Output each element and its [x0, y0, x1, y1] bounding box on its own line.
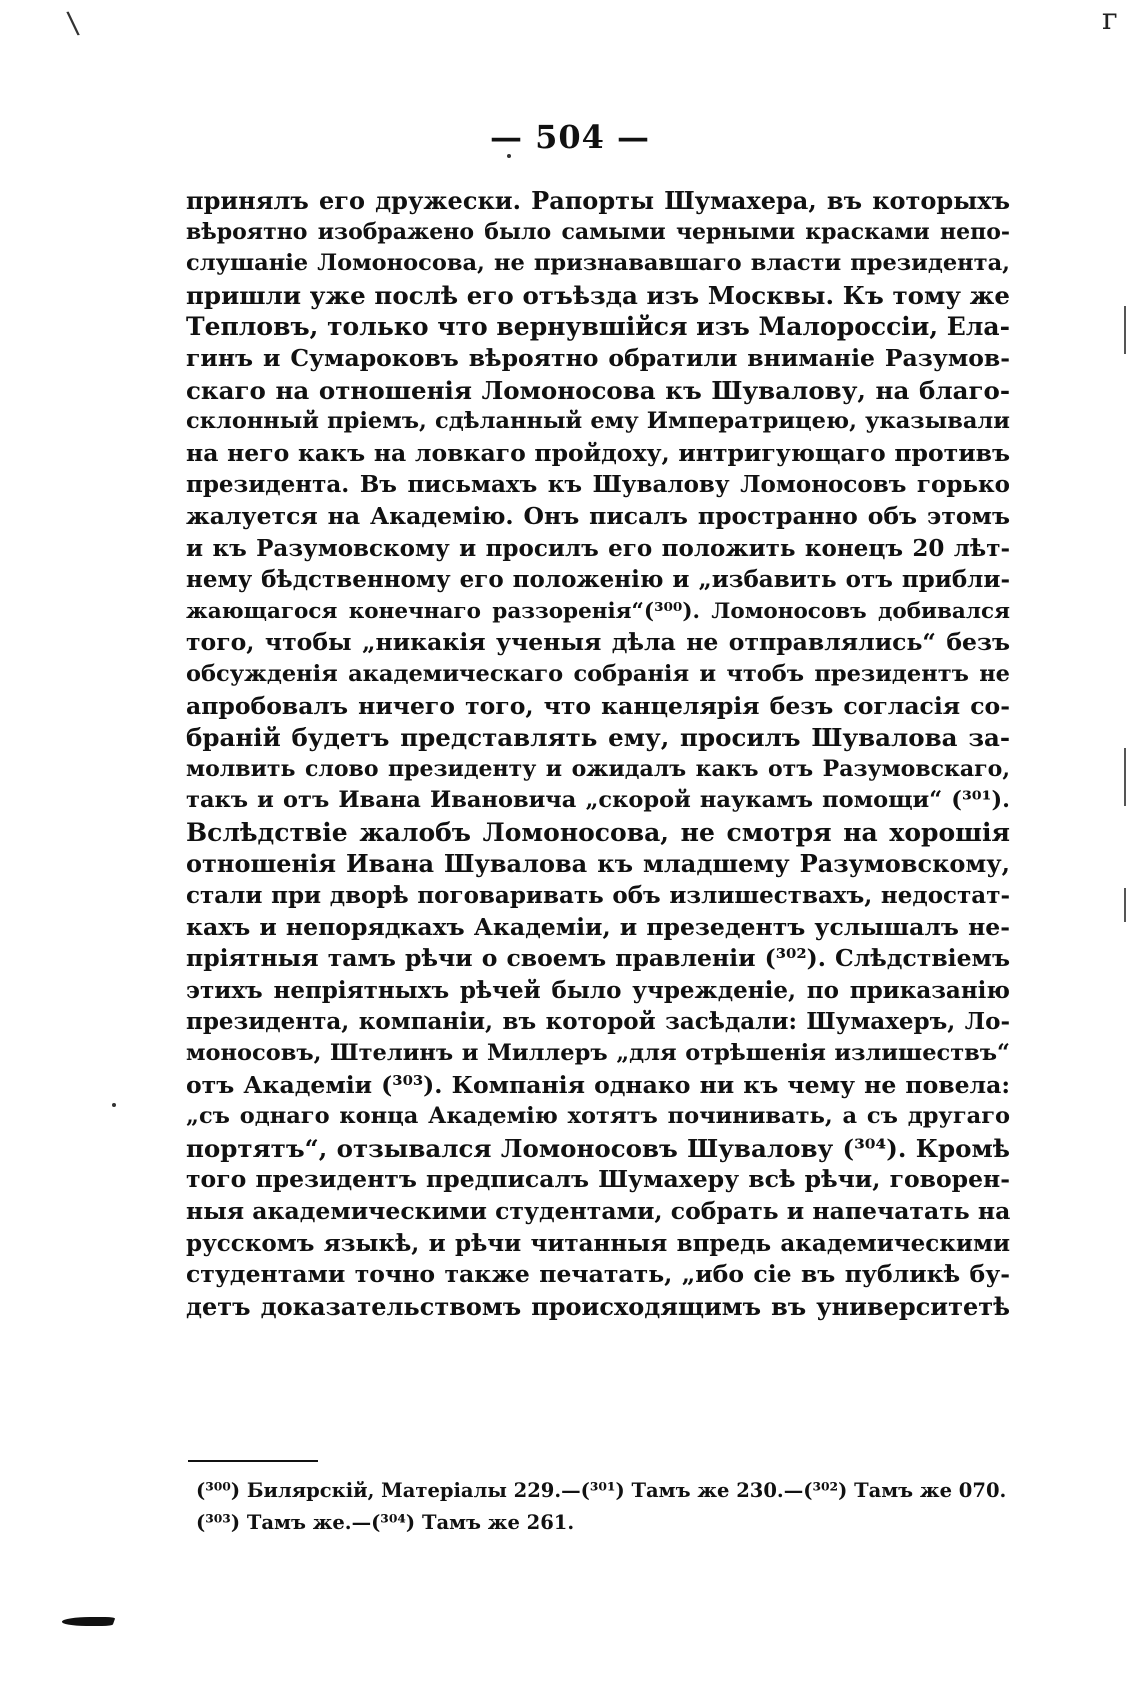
- text-line: Вслѣдствіе жалобъ Ломоносова, не смотря на хорошія: [186, 817, 1010, 847]
- text-line: принялъ его дружески. Рапорты Шумахера, въ которыхъ: [186, 186, 1010, 215]
- footnotes: [196, 1475, 1007, 1539]
- footnote-divider: [188, 1460, 318, 1462]
- text-line: жалуется на Академію. Онъ писалъ пространно объ этомъ: [186, 501, 1010, 530]
- ink-speck: [112, 1103, 116, 1107]
- text-line: пришли уже послѣ его отъѣзда изъ Москвы. Къ тому же: [186, 280, 1010, 310]
- text-line: обсужденія академическаго собранія и чтобъ президентъ не: [186, 660, 1010, 687]
- text-line: „съ однаго конца Академію хотятъ починивать, а съ другаго: [186, 1103, 1010, 1130]
- text-line: слушаніе Ломоносова, не признававшаго власти президента,: [186, 250, 1010, 277]
- footnote-line: (³⁰³) Тамъ же.—(³⁰⁴) Тамъ же 261.: [196, 1511, 575, 1534]
- text-line: отъ Академіи (³⁰³). Компанія однако ни къ чему не повела:: [186, 1070, 1010, 1099]
- margin-scan-line: [1124, 888, 1126, 922]
- ink-smudge: [60, 1617, 115, 1626]
- text-line: пріятныя тамъ рѣчи о своемъ правленіи (³⁰²). Слѣдствіемъ: [186, 944, 1010, 973]
- margin-scan-line: [1124, 306, 1126, 354]
- text-line: молвить слово президенту и ожидалъ какъ отъ Разумовскаго,: [186, 755, 1010, 782]
- text-line: браній будетъ представлять ему, просилъ Шувалова за-: [186, 723, 1010, 753]
- text-line: моносовъ, Штелинъ и Миллеръ „для отрѣшенія излишествъ“: [186, 1040, 1010, 1067]
- margin-scan-line: [1124, 748, 1126, 806]
- text-line: гинъ и Сумароковъ вѣроятно обратили вниманіе Разумов-: [186, 343, 1010, 372]
- text-line: нему бѣдственному его положенію и „избавить отъ прибли-: [186, 566, 1010, 594]
- text-line: стали при дворѣ поговаривать объ излишествахъ, недостат-: [186, 882, 1010, 910]
- text-line: вѣроятно изображено было самыми черными красками непо-: [186, 218, 1010, 245]
- text-line: портятъ“, отзывался Ломоносовъ Шувалову (³⁰⁴). Кромѣ: [186, 1133, 1010, 1163]
- text-line: апробовалъ ничего того, что канцелярія безъ согласія со-: [186, 691, 1010, 720]
- text-line: ныя академическими студентами, собрать и напечатать на: [186, 1197, 1010, 1225]
- text-line: отношенія Ивана Шувалова къ младшему Разумовскому,: [186, 849, 1010, 879]
- body-text: [186, 185, 1010, 1322]
- corner-mark-right: г: [1102, 2, 1118, 37]
- text-line: склонный пріемъ, сдѣланный ему Императрицею, указывали: [186, 408, 1010, 435]
- text-line: этихъ непріятныхъ рѣчей было учрежденіе, по приказанію: [186, 976, 1010, 1004]
- page-number: — 504 —: [489, 118, 651, 156]
- text-line: и къ Разумовскому и просилъ его положить конецъ 20 лѣт-: [186, 534, 1010, 562]
- text-line: того президентъ предписалъ Шумахеру всѣ рѣчи, говорен-: [186, 1165, 1010, 1194]
- text-line: президента, компаніи, въ которой засѣдали: Шумахеръ, Ло-: [186, 1008, 1010, 1036]
- text-line: того, чтобы „никакія ученыя дѣла не отправлялись“ безъ: [186, 628, 1010, 657]
- text-line: Тепловъ, только что вернувшійся изъ Малороссіи, Ела-: [186, 312, 1010, 342]
- text-line: кахъ и непорядкахъ Академіи, и презедентъ услышалъ не-: [186, 912, 1010, 941]
- footnote-line: (³⁰⁰) Билярскій, Матеріалы 229.—(³⁰¹) Тамъ же 230.—(³⁰²) Тамъ же 070.: [196, 1479, 1007, 1502]
- text-line: президента. Въ письмахъ къ Шувалову Ломоносовъ горько: [186, 471, 1010, 499]
- text-line: жающагося конечнаго раззоренія“(³⁰⁰). Ломоносовъ добивался: [186, 598, 1010, 624]
- text-line: студентами точно также печатать, „ибо сіе въ публикѣ бу-: [186, 1260, 1010, 1289]
- text-line: детъ доказательствомъ происходящимъ въ университетѣ: [186, 1291, 1010, 1321]
- text-line: русскомъ языкѣ, и рѣчи читанныя впредь академическими: [186, 1229, 1010, 1257]
- text-line: на него какъ на ловкаго пройдоху, интригующаго противъ: [186, 438, 1010, 467]
- corner-mark-left: \: [65, 5, 81, 42]
- text-line: скаго на отношенія Ломоносова къ Шувалову, на благо-: [186, 375, 1010, 405]
- text-line: такъ и отъ Ивана Ивановича „скорой наукамъ помощи“ (³⁰¹).: [186, 787, 1010, 814]
